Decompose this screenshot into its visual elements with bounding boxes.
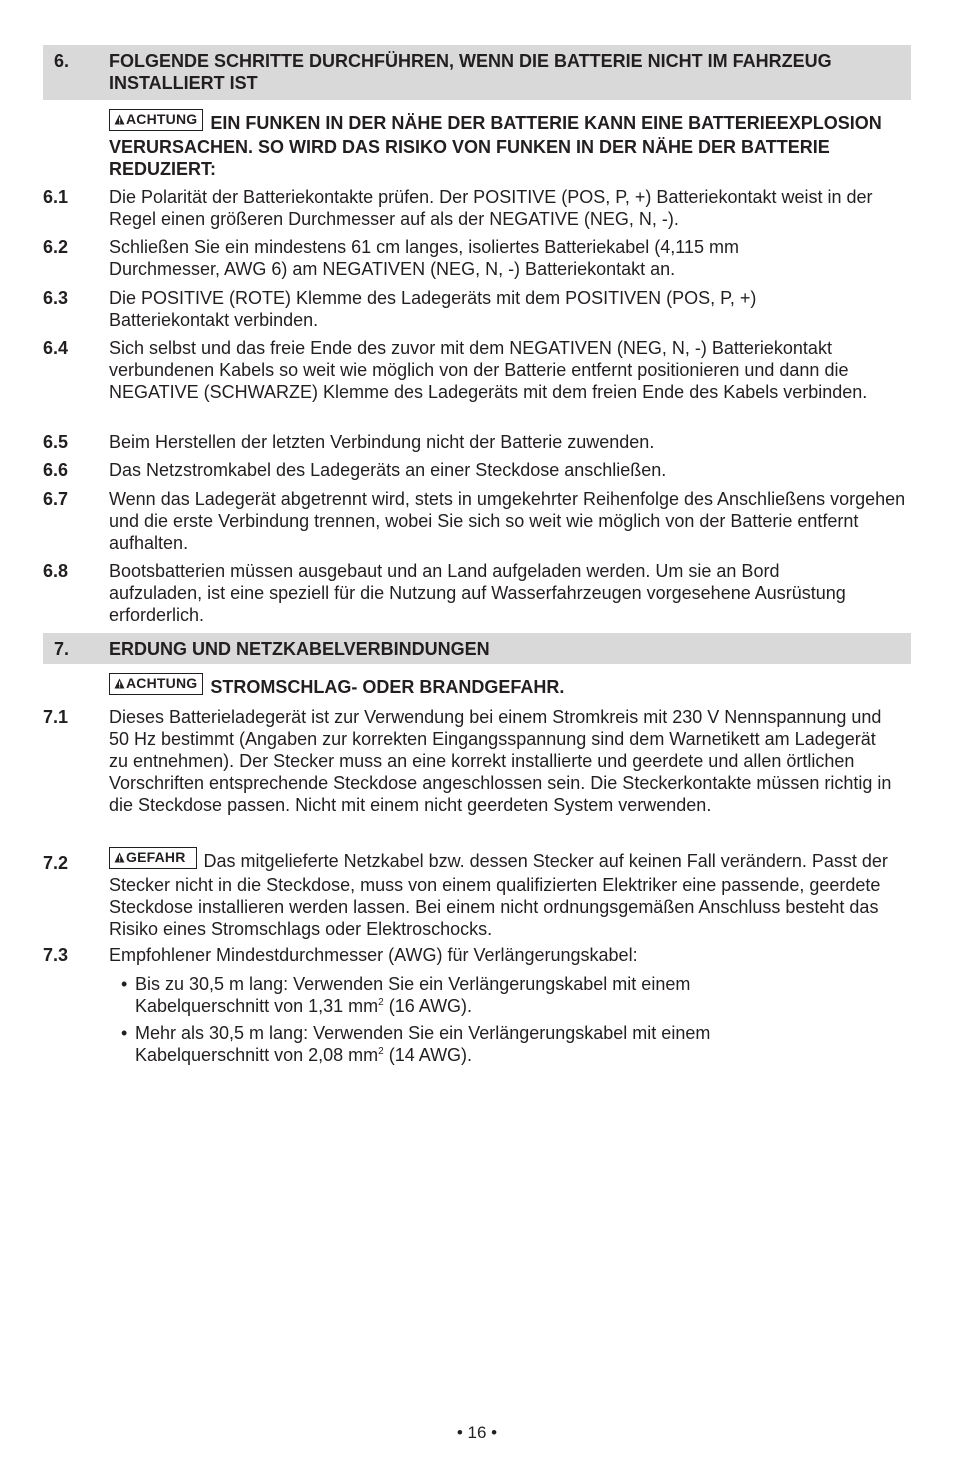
item-number: 6.7 <box>43 489 69 509</box>
item-text: Das Netzstromkabel des Ladegeräts an einer Steckdose anschließen. <box>109 460 667 480</box>
item-number: 6.4 <box>43 338 69 358</box>
bullet-line-2: Kabelquerschnitt von 2,08 mm <box>135 1045 379 1065</box>
section-7-warning <box>109 676 899 700</box>
danger-text: Das mitgelieferte Netzkabel bzw. dessen Stecker auf keinen Fall verändern. Passt der Stecker nicht in die Steckdose, muss von einem qualifizierten Elektriker eine passende, geerdete Steckdose installieren werden lassen. Bei einem nicht ordnungsgemäßen Anschluss besteht das Risiko eines Stromschlags oder Elektroschocks. <box>109 851 888 939</box>
section-6-title: FOLGENDE SCHRITTE DURCHFÜHREN, WENN DIE BATTERIE NICHT IM FAHRZEUG INSTALLIERT IST <box>109 51 832 93</box>
item-text: Die Polarität der Batteriekontakte prüfen. Der POSITIVE (POS, P, +) Batteriekontakt weist in der Regel einen größeren Durchmesser auf als der NEGATIVE (NEG, N, -). <box>109 187 873 229</box>
warning-triangle-icon <box>114 113 125 128</box>
item-number: 6.8 <box>43 561 69 581</box>
bullet-line-1: Bis zu 30,5 m lang: Verwenden Sie ein Verlängerungskabel mit einem <box>135 974 691 994</box>
item-number: 6.3 <box>43 288 69 308</box>
section-6-header <box>43 45 911 100</box>
bullet-dot: • <box>121 1023 128 1043</box>
achtung-label: ACHTUNG <box>126 675 198 691</box>
bullet-line-2-end: (16 AWG). <box>383 996 473 1016</box>
bullet-line-2: Kabelquerschnitt von 1,31 mm <box>135 996 379 1016</box>
bullet-dot: • <box>121 974 128 994</box>
bullet-line-2-end: (14 AWG). <box>383 1045 473 1065</box>
item-text: Dieses Batterieladegerät ist zur Verwendung bei einem Stromkreis mit 230 V Nennspannung und 50 Hz bestimmt (Angaben zur korrekten Eingangsspannung sind dem Warnetikett am Ladegerät zu entnehmen). Der Stecker muss an eine korrekt installierte und geerdete und allen örtlichen Vorschriften entsprechende Steckdose angeschlossen sein. Die Steckerkontakte müssen richtig in die Steckdose passen. Nicht mit einem nicht geerdeten System verwenden. <box>109 707 892 815</box>
section-7-title: ERDUNG UND NETZKABELVERBINDUNGEN <box>109 639 490 659</box>
page-number: • 16 • <box>456 1423 498 1442</box>
superscript: 2 <box>378 997 384 1008</box>
section-6-number: 6. <box>54 51 70 71</box>
bullet-text <box>135 1022 815 1066</box>
item-number: 6.1 <box>43 187 69 207</box>
warning-text: EIN FUNKEN IN DER NÄHE DER BATTERIE KANN EINE BATTERIEEXPLOSION VERURSACHEN. SO WIRD DAS RISIKO VON FUNKEN IN DER NÄHE DER BATTERIE REDUZIERT: <box>109 113 882 179</box>
section-6-warning <box>109 112 899 180</box>
item-text: Schließen Sie ein mindestens 61 cm langes, isoliertes Batteriekabel (4,115 mm Durchmesser, AWG 6) am NEGATIVEN (NEG, N, -) Batteriekontakt an. <box>109 237 739 279</box>
item-number: 6.6 <box>43 460 69 480</box>
warning-text: STROMSCHLAG- ODER BRANDGEFAHR. <box>210 677 565 697</box>
achtung-label: ACHTUNG <box>126 111 198 127</box>
section-7-header <box>43 633 911 664</box>
item-text: Empfohlener Mindestdurchmesser (AWG) für Verlängerungskabel: <box>109 945 638 965</box>
gefahr-label: GEFAHR <box>126 849 186 865</box>
item-number: 6.2 <box>43 237 69 257</box>
item-text: Wenn das Ladegerät abgetrennt wird, stets in umgekehrter Reihenfolge des Anschließens vorgehen und die erste Verbindung trennen, wobei Sie sich so weit wie möglich von der Batterie entfernt aufhalten. <box>109 489 906 553</box>
item-number: 7.1 <box>43 707 69 727</box>
item-text: Bootsbatterien müssen ausgebaut und an Land aufgeladen werden. Um sie an Bord aufzuladen, ist eine speziell für die Nutzung auf Wasserfahrzeugen vorgesehene Ausrüstung erforderlich. <box>109 561 846 625</box>
warning-triangle-icon <box>114 851 125 866</box>
section-7-number: 7. <box>54 639 70 659</box>
gefahr-badge <box>109 847 197 869</box>
warning-triangle-icon <box>114 677 125 692</box>
bullet-text <box>135 973 815 1017</box>
achtung-badge <box>109 673 203 695</box>
item-number: 7.3 <box>43 945 69 965</box>
item-number: 7.2 <box>43 853 69 873</box>
superscript: 2 <box>378 1046 384 1057</box>
item-text <box>109 850 904 940</box>
item-text: Die POSITIVE (ROTE) Klemme des Ladegeräts mit dem POSITIVEN (POS, P, +) Batteriekontakt verbinden. <box>109 288 757 330</box>
item-text: Beim Herstellen der letzten Verbindung nicht der Batterie zuwenden. <box>109 432 655 452</box>
bullet-line-1: Mehr als 30,5 m lang: Verwenden Sie ein Verlängerungskabel mit einem <box>135 1023 711 1043</box>
item-number: 6.5 <box>43 432 69 452</box>
achtung-badge <box>109 109 203 131</box>
item-text: Sich selbst und das freie Ende des zuvor mit dem NEGATIVEN (NEG, N, -) Batteriekontakt verbundenen Kabels so weit wie möglich von der Batterie entfernt positionieren und dann die NEGATIVE (SCHWARZE) Klemme des Ladegeräts mit dem freien Ende des Kabels verbinden. <box>109 338 868 402</box>
